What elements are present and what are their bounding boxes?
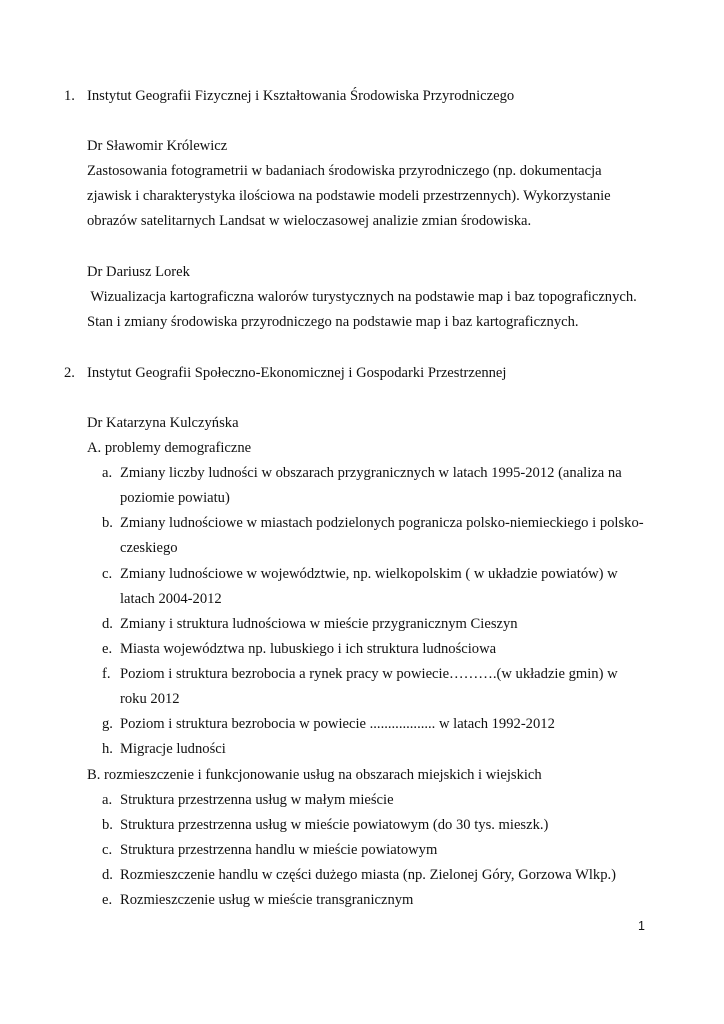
list-item-letter: d. [102, 867, 113, 883]
list-item-letter: e. [102, 641, 113, 657]
list-item-letter: f. [102, 666, 111, 682]
description-line: obrazów satelitarnych Landsat w wieloczasowej analizie zmian środowiska. [87, 213, 532, 229]
list-item: Poziom i struktura bezrobocia w powiecie .................. w latach 1992-2012 [120, 716, 555, 732]
list-item: Zmiany i struktura ludnościowa w mieście przygranicznym Cieszyn [120, 616, 518, 632]
list-item: Struktura przestrzenna usług w małym mieście [120, 792, 394, 808]
list-item-letter: b. [102, 515, 113, 531]
list-item: Zmiany ludnościowe w województwie, np. wielkopolskim ( w układzie powiatów) w [120, 566, 618, 582]
description-line: Zastosowania fotogrametrii w badaniach środowiska przyrodniczego (np. dokumentacja [87, 163, 602, 179]
list-item: Migracje ludności [120, 741, 226, 757]
list-item-letter: c. [102, 566, 113, 582]
list-item: Zmiany ludnościowe w miastach podzielonych pogranicza polsko-niemieckiego i polsko- [120, 515, 644, 531]
list-item: Rozmieszczenie handlu w części dużego miasta (np. Zielonej Góry, Gorzowa Wlkp.) [120, 867, 617, 883]
list-item: Struktura przestrzenna handlu w mieście powiatowym [120, 842, 438, 858]
list-item-letter: c. [102, 842, 113, 858]
list-item: roku 2012 [120, 691, 180, 707]
list-item: Poziom i struktura bezrobocia a rynek pracy w powiecie……….(w układzie gmin) w [120, 666, 618, 682]
section-2-title: Instytut Geografii Społeczno-Ekonomicznej i Gospodarki Przestrzennej [87, 365, 507, 381]
list-item-letter: a. [102, 792, 113, 808]
description-line: Stan i zmiany środowiska przyrodniczego na podstawie map i baz kartograficznych. [87, 314, 579, 330]
list-item: Struktura przestrzenna usług w mieście powiatowym (do 30 tys. mieszk.) [120, 817, 549, 833]
description-line: Wizualizacja kartograficzna walorów turystycznych na podstawie map i baz topograficznych. [87, 289, 637, 305]
group-heading-a: A. problemy demograficzne [87, 440, 252, 456]
list-item: latach 2004-2012 [120, 591, 222, 607]
list-item-letter: d. [102, 616, 113, 632]
page-number: 1 [638, 919, 645, 933]
description-line: zjawisk i charakterystyka ilościowa na podstawie modeli przestrzennych). Wykorzystanie [87, 188, 611, 204]
group-heading-b: B. rozmieszczenie i funkcjonowanie usług na obszarach miejskich i wiejskich [87, 767, 542, 783]
list-item-letter: g. [102, 716, 113, 732]
section-1-title: Instytut Geografii Fizycznej i Kształtowania Środowiska Przyrodniczego [87, 88, 515, 104]
list-item-letter: h. [102, 741, 113, 757]
person-name: Dr Dariusz Lorek [87, 264, 190, 280]
list-item-letter: e. [102, 892, 113, 908]
person-name: Dr Katarzyna Kulczyńska [87, 415, 239, 431]
list-item: poziomie powiatu) [120, 490, 230, 506]
list-item: Miasta województwa np. lubuskiego i ich struktura ludnościowa [120, 641, 497, 657]
list-item-letter: b. [102, 817, 113, 833]
list-item-letter: a. [102, 465, 113, 481]
section-1-number: 1. [64, 88, 75, 104]
list-item: Zmiany liczby ludności w obszarach przygranicznych w latach 1995-2012 (analiza na [120, 465, 622, 481]
list-item: Rozmieszczenie usług w mieście transgranicznym [120, 892, 414, 908]
section-2-number: 2. [64, 365, 75, 381]
person-name: Dr Sławomir Królewicz [87, 138, 228, 154]
list-item: czeskiego [120, 540, 178, 556]
